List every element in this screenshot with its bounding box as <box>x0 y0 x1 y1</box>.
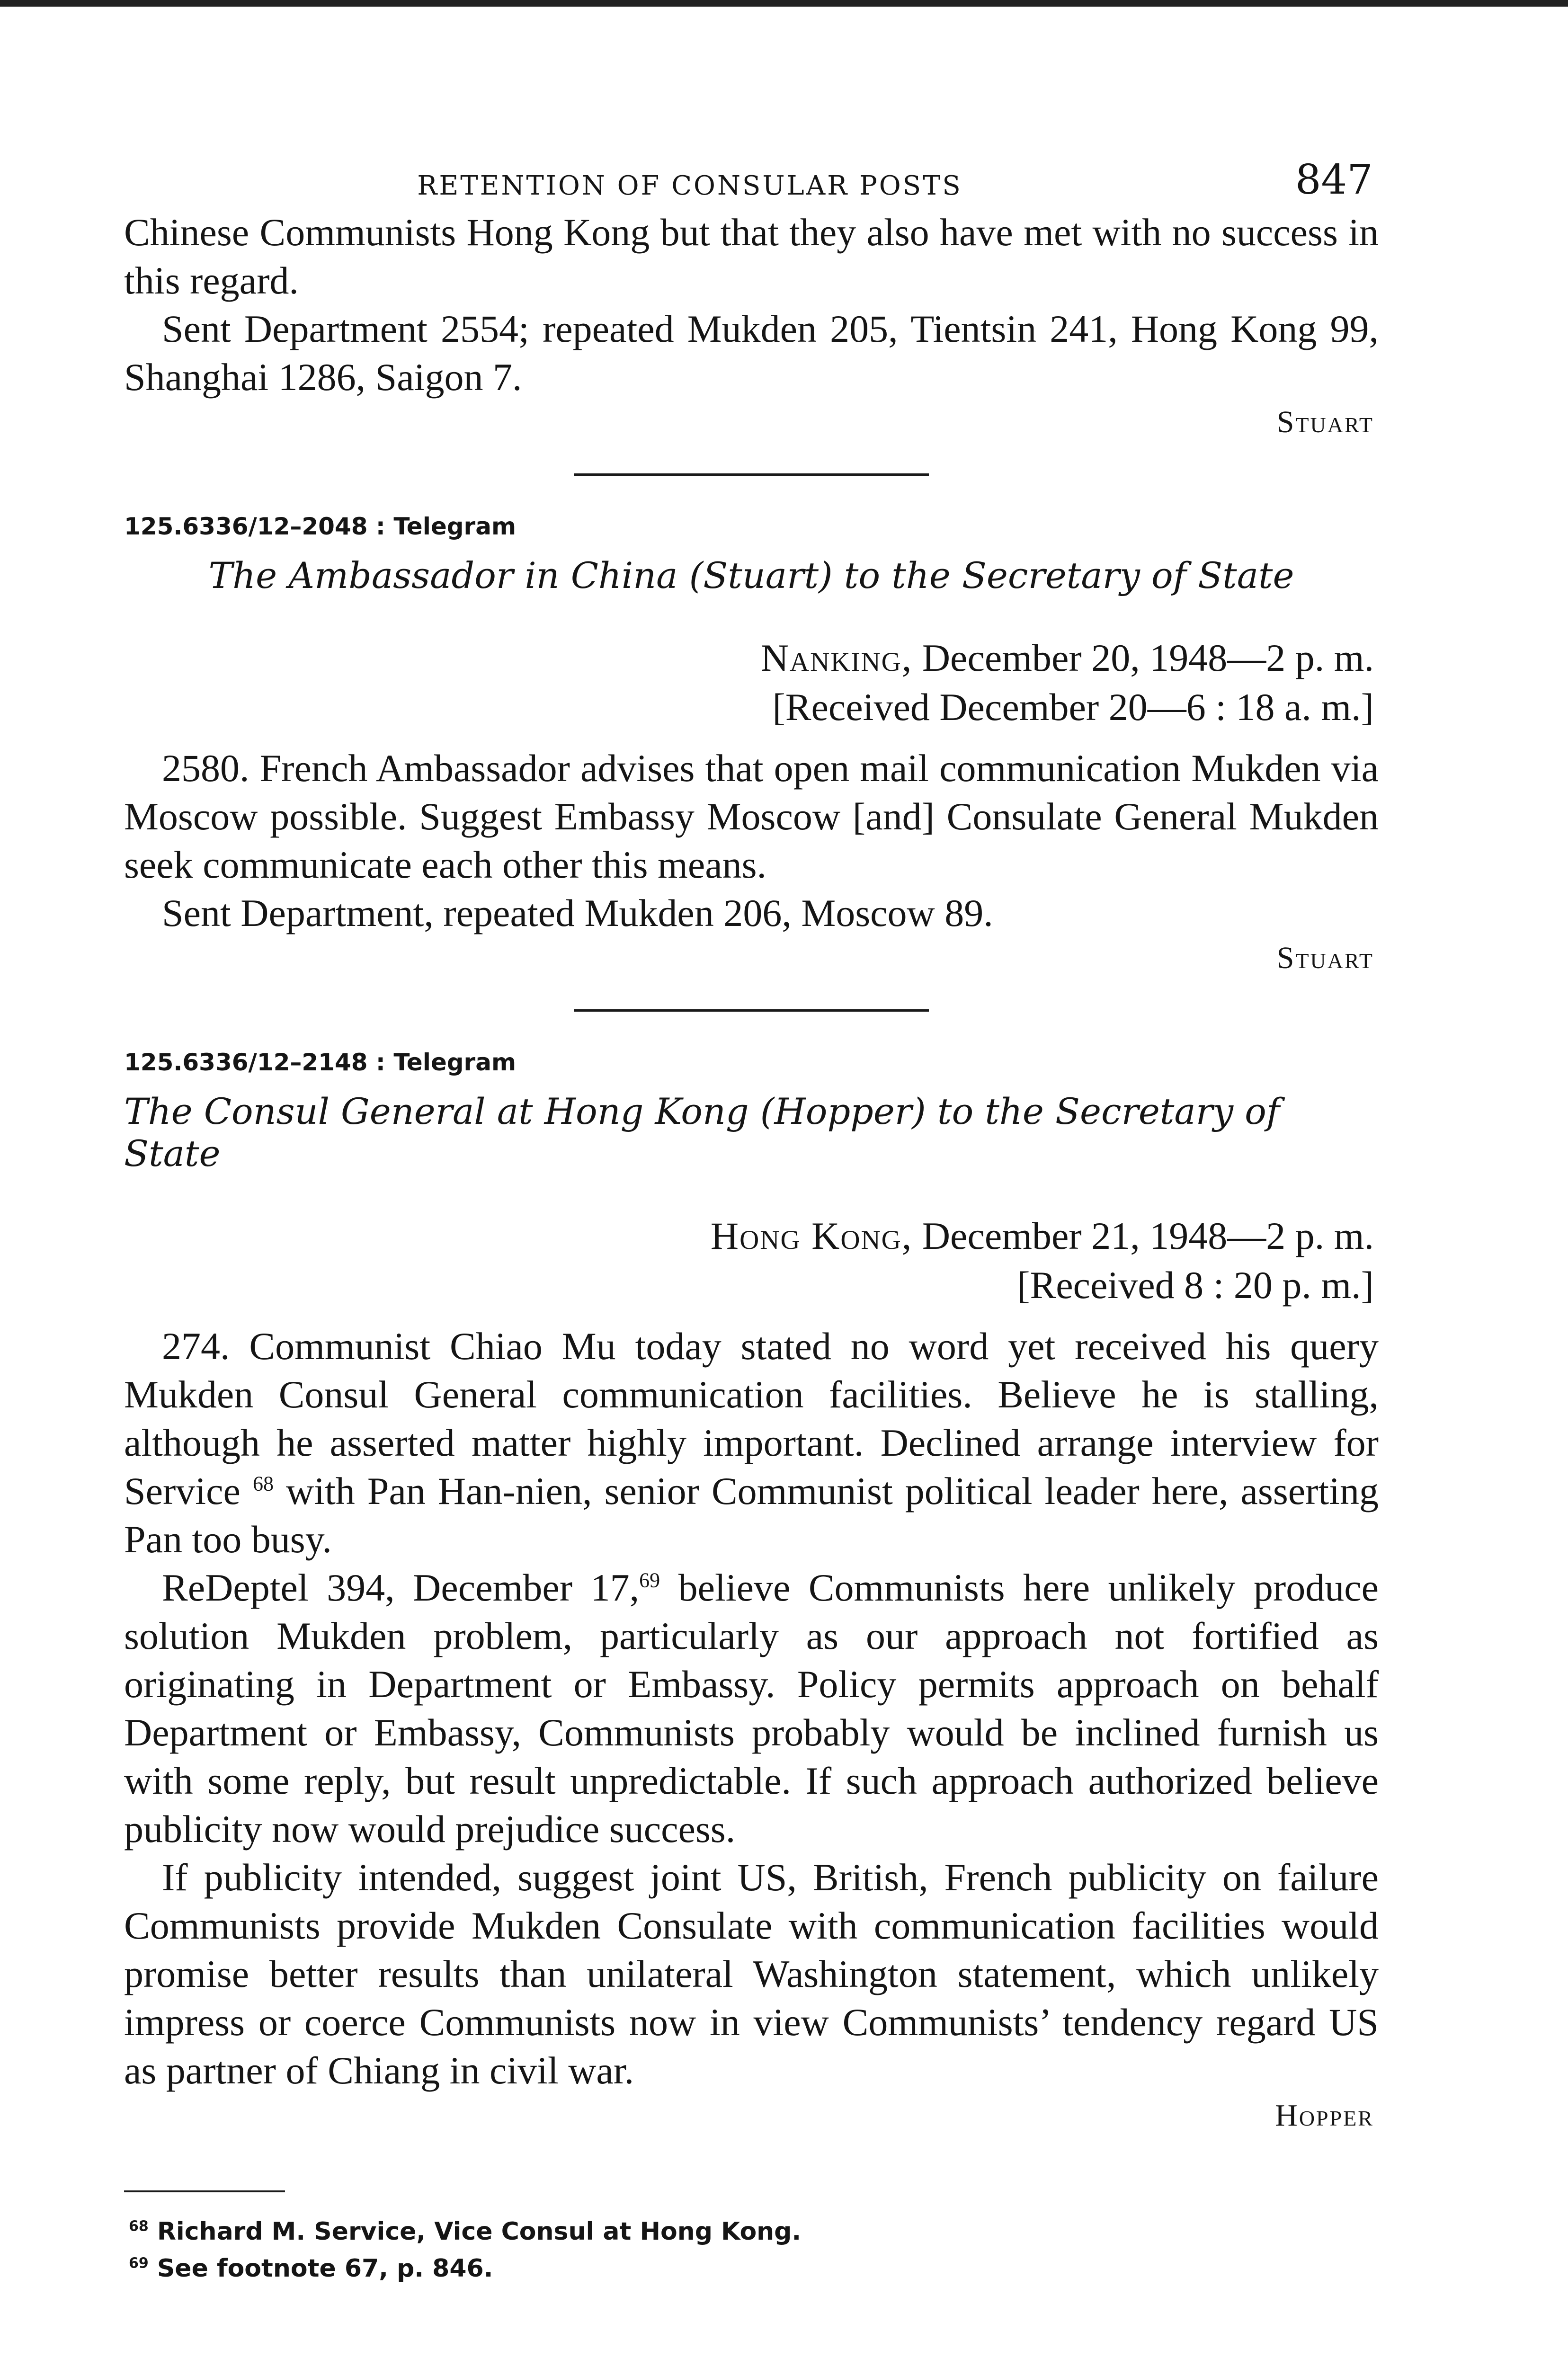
footnote <box>129 2213 1379 2250</box>
paragraph-text: with Pan Han-nien, senior Communist political leader here, asserting Pan too busy. <box>124 1469 1379 1561</box>
document-page <box>124 156 1379 2287</box>
signature: Stuart <box>1276 941 1374 975</box>
dateline-place: Hong Kong, <box>710 1214 913 1257</box>
paragraph-text: ReDeptel 394, December 17, <box>162 1566 640 1609</box>
paragraph-text: believe Communists here unlikely produce solution Mukden problem, particularly as our approach not fortified as originating in Department or Embassy. Policy permits approach on behalf Department or Embassy, Communists probably would be inclined furnish us with some reply, but result unpredictable. If such approach authorized believe publicity now would prejudice success. <box>124 1566 1379 1851</box>
section-divider <box>574 1009 929 1012</box>
footnote-mark: 68 <box>129 2218 149 2235</box>
footnote-ref: 69 <box>639 1568 660 1592</box>
page-number: 847 <box>1295 156 1373 204</box>
footnote-mark: 69 <box>129 2255 149 2272</box>
dateline-date: December 21, 1948—2 p. m. <box>922 1214 1374 1257</box>
signature: Stuart <box>1276 405 1374 439</box>
received-line: [Received December 20—6 : 18 a. m.] <box>772 685 1374 729</box>
dateline-date: December 20, 1948—2 p. m. <box>922 636 1374 679</box>
footnotes <box>124 2213 1379 2287</box>
paragraph-text: 274. Communist Chiao Mu today stated no word yet received his query Mukden Consul General communication facilities. Believe he is stalling, although he asserted matter highly important. Declined arrange interview for Service <box>124 1325 1379 1513</box>
footnote-text: See footnote 67, p. 846. <box>157 2254 493 2283</box>
paragraph: 2580. French Ambassador advises that open mail communication Mukden via Moscow possible. Suggest Embassy Moscow [and] Consulate General Mukden seek communicate each other this means. <box>124 747 1379 886</box>
continuation-section <box>124 208 1379 440</box>
paragraph: Chinese Communists Hong Kong but that they also have met with no success in this regard. <box>124 211 1379 302</box>
section-divider <box>574 473 929 476</box>
received-line: [Received 8 : 20 p. m.] <box>1017 1264 1374 1307</box>
footnote-ref: 68 <box>252 1472 274 1495</box>
paragraph: If publicity intended, suggest joint US, British, French publicity on failure Communists provide Mukden Consulate with communication facilities would promise better results than unilateral Washington statement, which unlikely impress or coerce Communists now in view Communists’ tendency regard US as partner of Chiang in civil war. <box>124 1856 1379 2092</box>
paragraph <box>124 1564 1379 1853</box>
signature: Hopper <box>1275 2098 1374 2133</box>
document-id: 125.6336/12–2148 : Telegram <box>124 1049 517 1076</box>
footnote-divider <box>124 2190 285 2192</box>
telegram-stuart <box>124 513 1379 976</box>
dateline <box>124 1211 1374 1261</box>
paragraph: Sent Department 2554; repeated Mukden 205, Tientsin 241, Hong Kong 99, Shanghai 1286, Saigon 7. <box>124 307 1379 399</box>
footnote <box>129 2250 1379 2287</box>
running-head: RETENTION OF CONSULAR POSTS <box>417 170 962 201</box>
telegram-heading: The Ambassador in China (Stuart) to the Secretary of State <box>208 554 1294 596</box>
document-id: 125.6336/12–2048 : Telegram <box>124 513 517 540</box>
dateline <box>124 633 1374 683</box>
paragraph <box>124 1322 1379 1564</box>
telegram-hopper <box>124 1049 1379 2134</box>
dateline-place: Nanking, <box>760 636 913 679</box>
paragraph: Sent Department, repeated Mukden 206, Moscow 89. <box>162 891 993 934</box>
telegram-heading: The Consul General at Hong Kong (Hopper) to the Secretary of State <box>124 1090 1280 1175</box>
page-top-edge <box>0 0 1568 7</box>
page-header <box>124 156 1379 208</box>
footnote-text: Richard M. Service, Vice Consul at Hong Kong. <box>157 2217 802 2246</box>
